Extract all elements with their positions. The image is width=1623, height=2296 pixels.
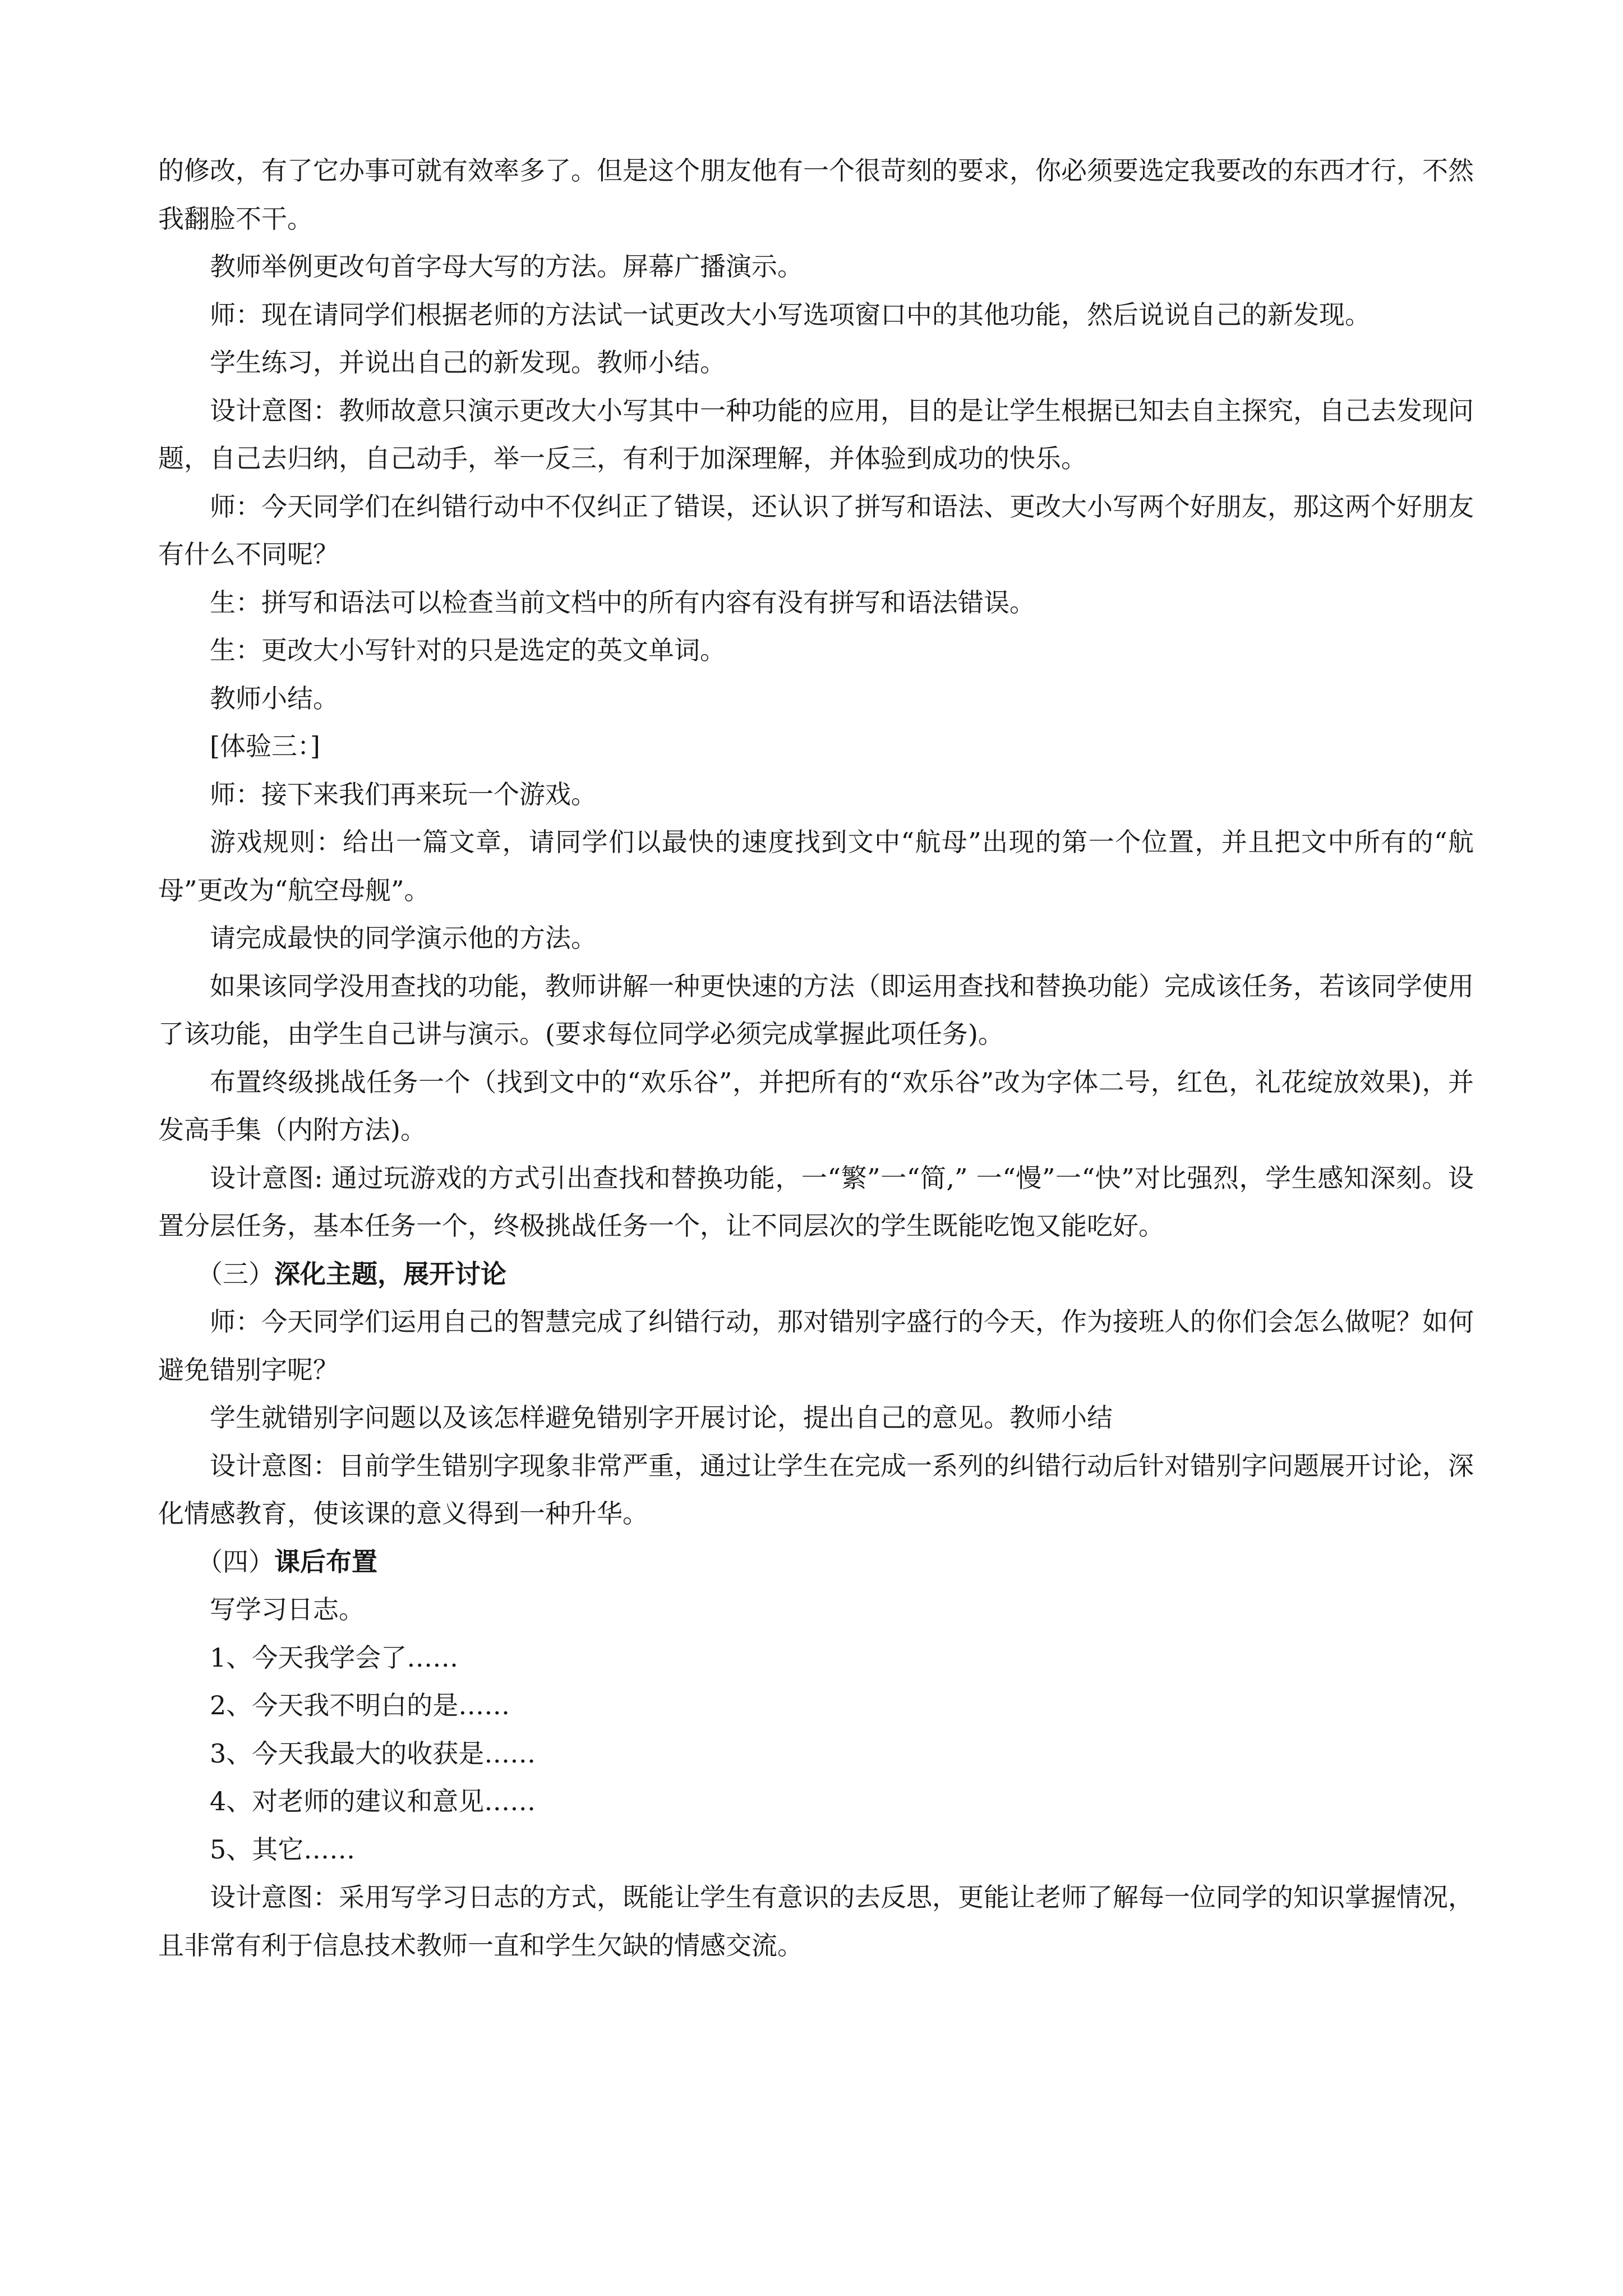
paragraph-teacher-demo: 教师举例更改句首字母大写的方法。屏幕广播演示。 xyxy=(210,251,803,282)
paragraph-design-intent-4: 设计意图：采用写学习日志的方式，既能让学生有意识的去反思，更能让老师了解每一位同学的知识掌握情况，且非常有利于信息技术教师一直和学生欠缺的情感交流。 xyxy=(158,1882,1474,1961)
paragraph-student-answer-1: 生：拼写和语法可以检查当前文档中的所有内容有没有拼写和语法错误。 xyxy=(210,587,1035,618)
paragraph-find-replace: 如果该同学没用查找的功能，教师讲解一种更快速的方法（即运用查找和替换功能）完成该任务，若该同学使用了该功能，由学生自己讲与演示。(要求每位同学必须完成掌握此项任务)。 xyxy=(158,970,1474,1049)
paragraph-discussion-prompt: 师：今天同学们运用自己的智慧完成了纠错行动，那对错别字盛行的今天，作为接班人的你们会怎么做呢？如何避免错别字呢？ xyxy=(158,1306,1474,1385)
paragraph-design-intent-2: 设计意图: 通过玩游戏的方式引出查找和替换功能，一“繁”一“简,” 一“慢”一“快”对比强烈，学生感知深刻。设置分层任务，基本任务一个，终极挑战任务一个，让不同层次的学生既能吃饱又能吃好。 xyxy=(158,1162,1474,1241)
paragraph-game-intro: 师：接下来我们再来玩一个游戏。 xyxy=(210,779,597,809)
paragraph-experience-three: [体验三：] xyxy=(210,731,320,761)
section-heading-number: （三） xyxy=(197,1258,274,1289)
section-heading-3 xyxy=(158,1250,1474,1299)
paragraph-design-intent-1: 设计意图：教师故意只演示更改大小写其中一种功能的应用，目的是让学生根据已知去自主探究，自己去发现问题，自己去归纳，自己动手，举一反三，有利于加深理解，并体验到成功的快乐。 xyxy=(158,395,1474,473)
document-body xyxy=(158,147,1474,1970)
list-item: 2、今天我不明白的是…… xyxy=(210,1690,510,1720)
section-heading-4 xyxy=(158,1538,1474,1586)
list-item: 1、今天我学会了…… xyxy=(210,1642,459,1673)
list-item: 5、其它…… xyxy=(210,1834,356,1865)
paragraph-continuation: 的修改，有了它办事可就有效率多了。但是这个朋友他有一个很苛刻的要求，你必须要选定我要改的东西才行，不然我翻脸不干。 xyxy=(158,155,1474,234)
list-item: 3、今天我最大的收获是…… xyxy=(210,1738,536,1769)
paragraph-teacher-prompt: 师：现在请同学们根据老师的方法试一试更改大小写选项窗口中的其他功能，然后说说自己的新发现。 xyxy=(210,299,1371,330)
paragraph-fastest-demo: 请完成最快的同学演示他的方法。 xyxy=(210,923,597,953)
paragraph-teacher-question: 师：今天同学们在纠错行动中不仅纠正了错误，还认识了拼写和语法、更改大小写两个好朋友，那这两个好朋友有什么不同呢？ xyxy=(158,491,1474,569)
paragraph-discussion: 学生就错别字问题以及该怎样避免错别字开展讨论，提出自己的意见。教师小结 xyxy=(210,1402,1113,1433)
section-heading-title: 深化主题，展开讨论 xyxy=(274,1258,506,1289)
paragraph-game-rules: 游戏规则：给出一篇文章，请同学们以最快的速度找到文中“航母”出现的第一个位置，并且把文中所有的“航母”更改为“航空母舰”。 xyxy=(158,827,1474,905)
section-heading-title: 课后布置 xyxy=(274,1546,377,1577)
section-heading-number: （四） xyxy=(197,1546,274,1577)
paragraph-journal-intro: 写学习日志。 xyxy=(210,1594,365,1625)
list-item: 4、对老师的建议和意见…… xyxy=(210,1786,536,1816)
paragraph-final-challenge: 布置终级挑战任务一个（找到文中的“欢乐谷”，并把所有的“欢乐谷”改为字体二号，红色，礼花绽放效果)，并发高手集（内附方法)。 xyxy=(158,1066,1474,1145)
paragraph-student-answer-2: 生：更改大小写针对的只是选定的英文单词。 xyxy=(210,635,726,665)
paragraph-design-intent-3: 设计意图：目前学生错别字现象非常严重，通过让学生在完成一系列的纠错行动后针对错别字问题展开讨论，深化情感教育，使该课的意义得到一种升华。 xyxy=(158,1450,1474,1529)
paragraph-teacher-summary: 教师小结。 xyxy=(210,683,339,714)
paragraph-student-practice: 学生练习，并说出自己的新发现。教师小结。 xyxy=(210,347,726,378)
